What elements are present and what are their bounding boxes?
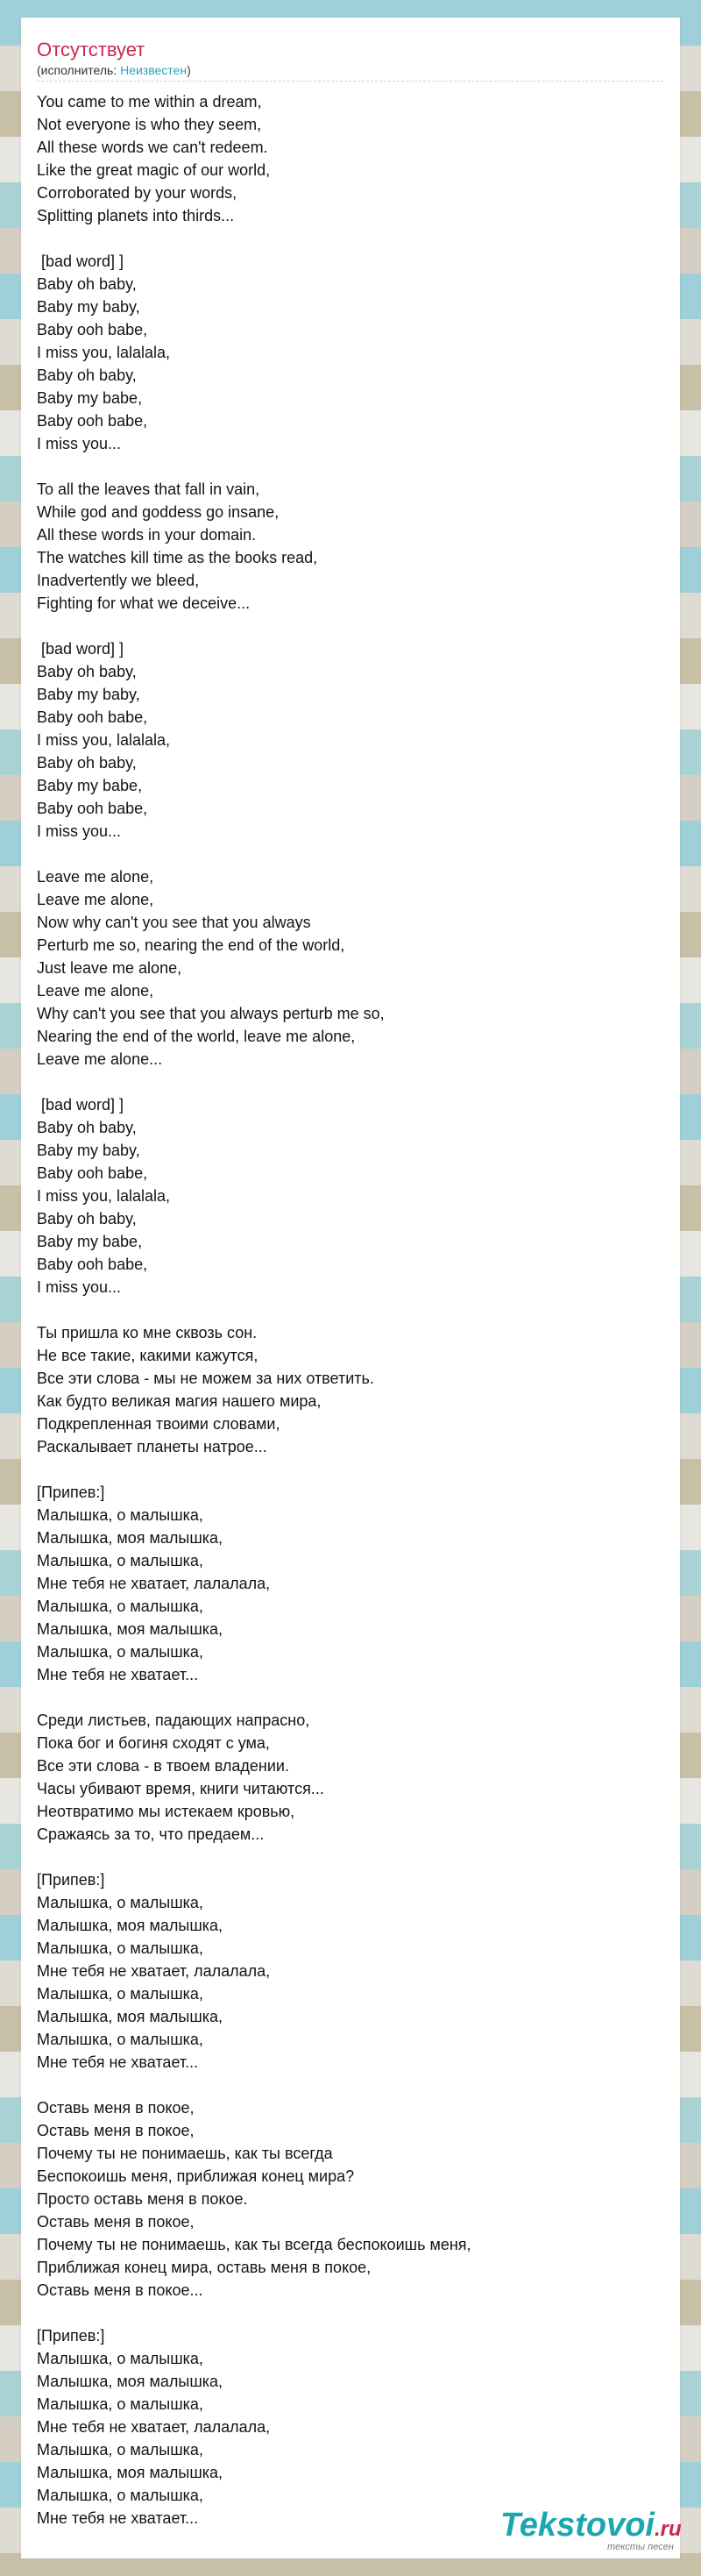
logo-tagline: тексты песен — [607, 2542, 674, 2552]
artist-suffix: ) — [187, 63, 191, 77]
lyrics-text: You came to me within a dream, Not everyone is who they seem, All these words we can't redeem. Like the great magic of our world, Corroborated by your words, Splitting planets into thirds... [bad word] ] Baby oh baby, Baby my baby, Baby ooh babe, I miss you, lalalala, Baby oh baby, Baby my babe, Baby ooh babe, I miss you... To all the leaves that fall in vain, While god and goddess go insane, All these words in your domain. The watches kill time as the books read, Inadvertently we bleed, Fighting for what we deceive... [bad word] ] Baby oh baby, Baby my baby, Baby ooh babe, I miss you, lalalala, Baby oh baby, Baby my babe, Baby ooh babe, I miss you... Leave me alone, Leave me alone, Now why can't you see that you always Perturb me so, nearing the end of the world, Just leave me alone, Leave me alone, Why can't you see that you always perturb me so, Nearing the end of the world, leave me alone, Leave me alone... [bad word] ] Baby oh baby, Baby my baby, Baby ooh babe, I miss you, lalalala, Baby oh baby, Baby my babe, Baby ooh babe, I miss you... Ты пришла ко мне сквозь сон. Не все такие, какими кажутся, Все эти слова - мы не можем за них ответить. Как будто великая магия нашего мира, Подкрепленная твоими словами, Раскалывает планеты натрое... [Припев:] Малышка, о малышка, Малышка, моя малышка, Малышка, о малышка, Мне тебя не хватает, лалалала, Малышка, о малышка, Малышка, моя малышка, Малышка, о малышка, Мне тебя не хватает... Среди листьев, падающих напрасно, Пока бог и богиня сходят с ума, Все эти слова - в твоем владении. Часы убивают время, книги читаются... Неотвратимо мы истекаем кровью, Сражаясь за то, что предаем... [Припев:] Малышка, о малышка, Малышка, моя малышка, Малышка, о малышка, Мне тебя не хватает, лалалала, Малышка, о малышка, Малышка, моя малышка, Малышка, о малышка, Мне тебя не хватает... Оставь меня в покое, Оставь меня в покое, Почему ты не понимаешь, как ты всегда Беспокоишь меня, приближая конец мира? Просто оставь меня в покое. Оставь меня в покое, Почему ты не понимаешь, как ты всегда беспокоишь меня, Приближая конец мира, оставь меня в покое, Оставь меня в покое... [Припев:] Малышка, о малышка, Малышка, моя малышка, Малышка, о малышка, Мне тебя не хватает, лалалала, Малышка, о малышка, Малышка, моя малышка, Малышка, о малышка, Мне тебя не хватает... — [37, 93, 471, 2527]
artist-link[interactable]: Неизвестен — [120, 63, 188, 77]
dashed-divider — [37, 81, 663, 82]
artist-line — [37, 62, 191, 78]
logo-tld: .ru — [654, 2517, 682, 2541]
logo-main-text: Tekstovoi — [500, 2507, 655, 2544]
lyrics-card — [21, 18, 680, 2558]
site-logo[interactable] — [500, 2506, 689, 2560]
song-title: Отсутствует — [37, 39, 145, 60]
artist-prefix: (исполнитель: — [37, 63, 121, 77]
